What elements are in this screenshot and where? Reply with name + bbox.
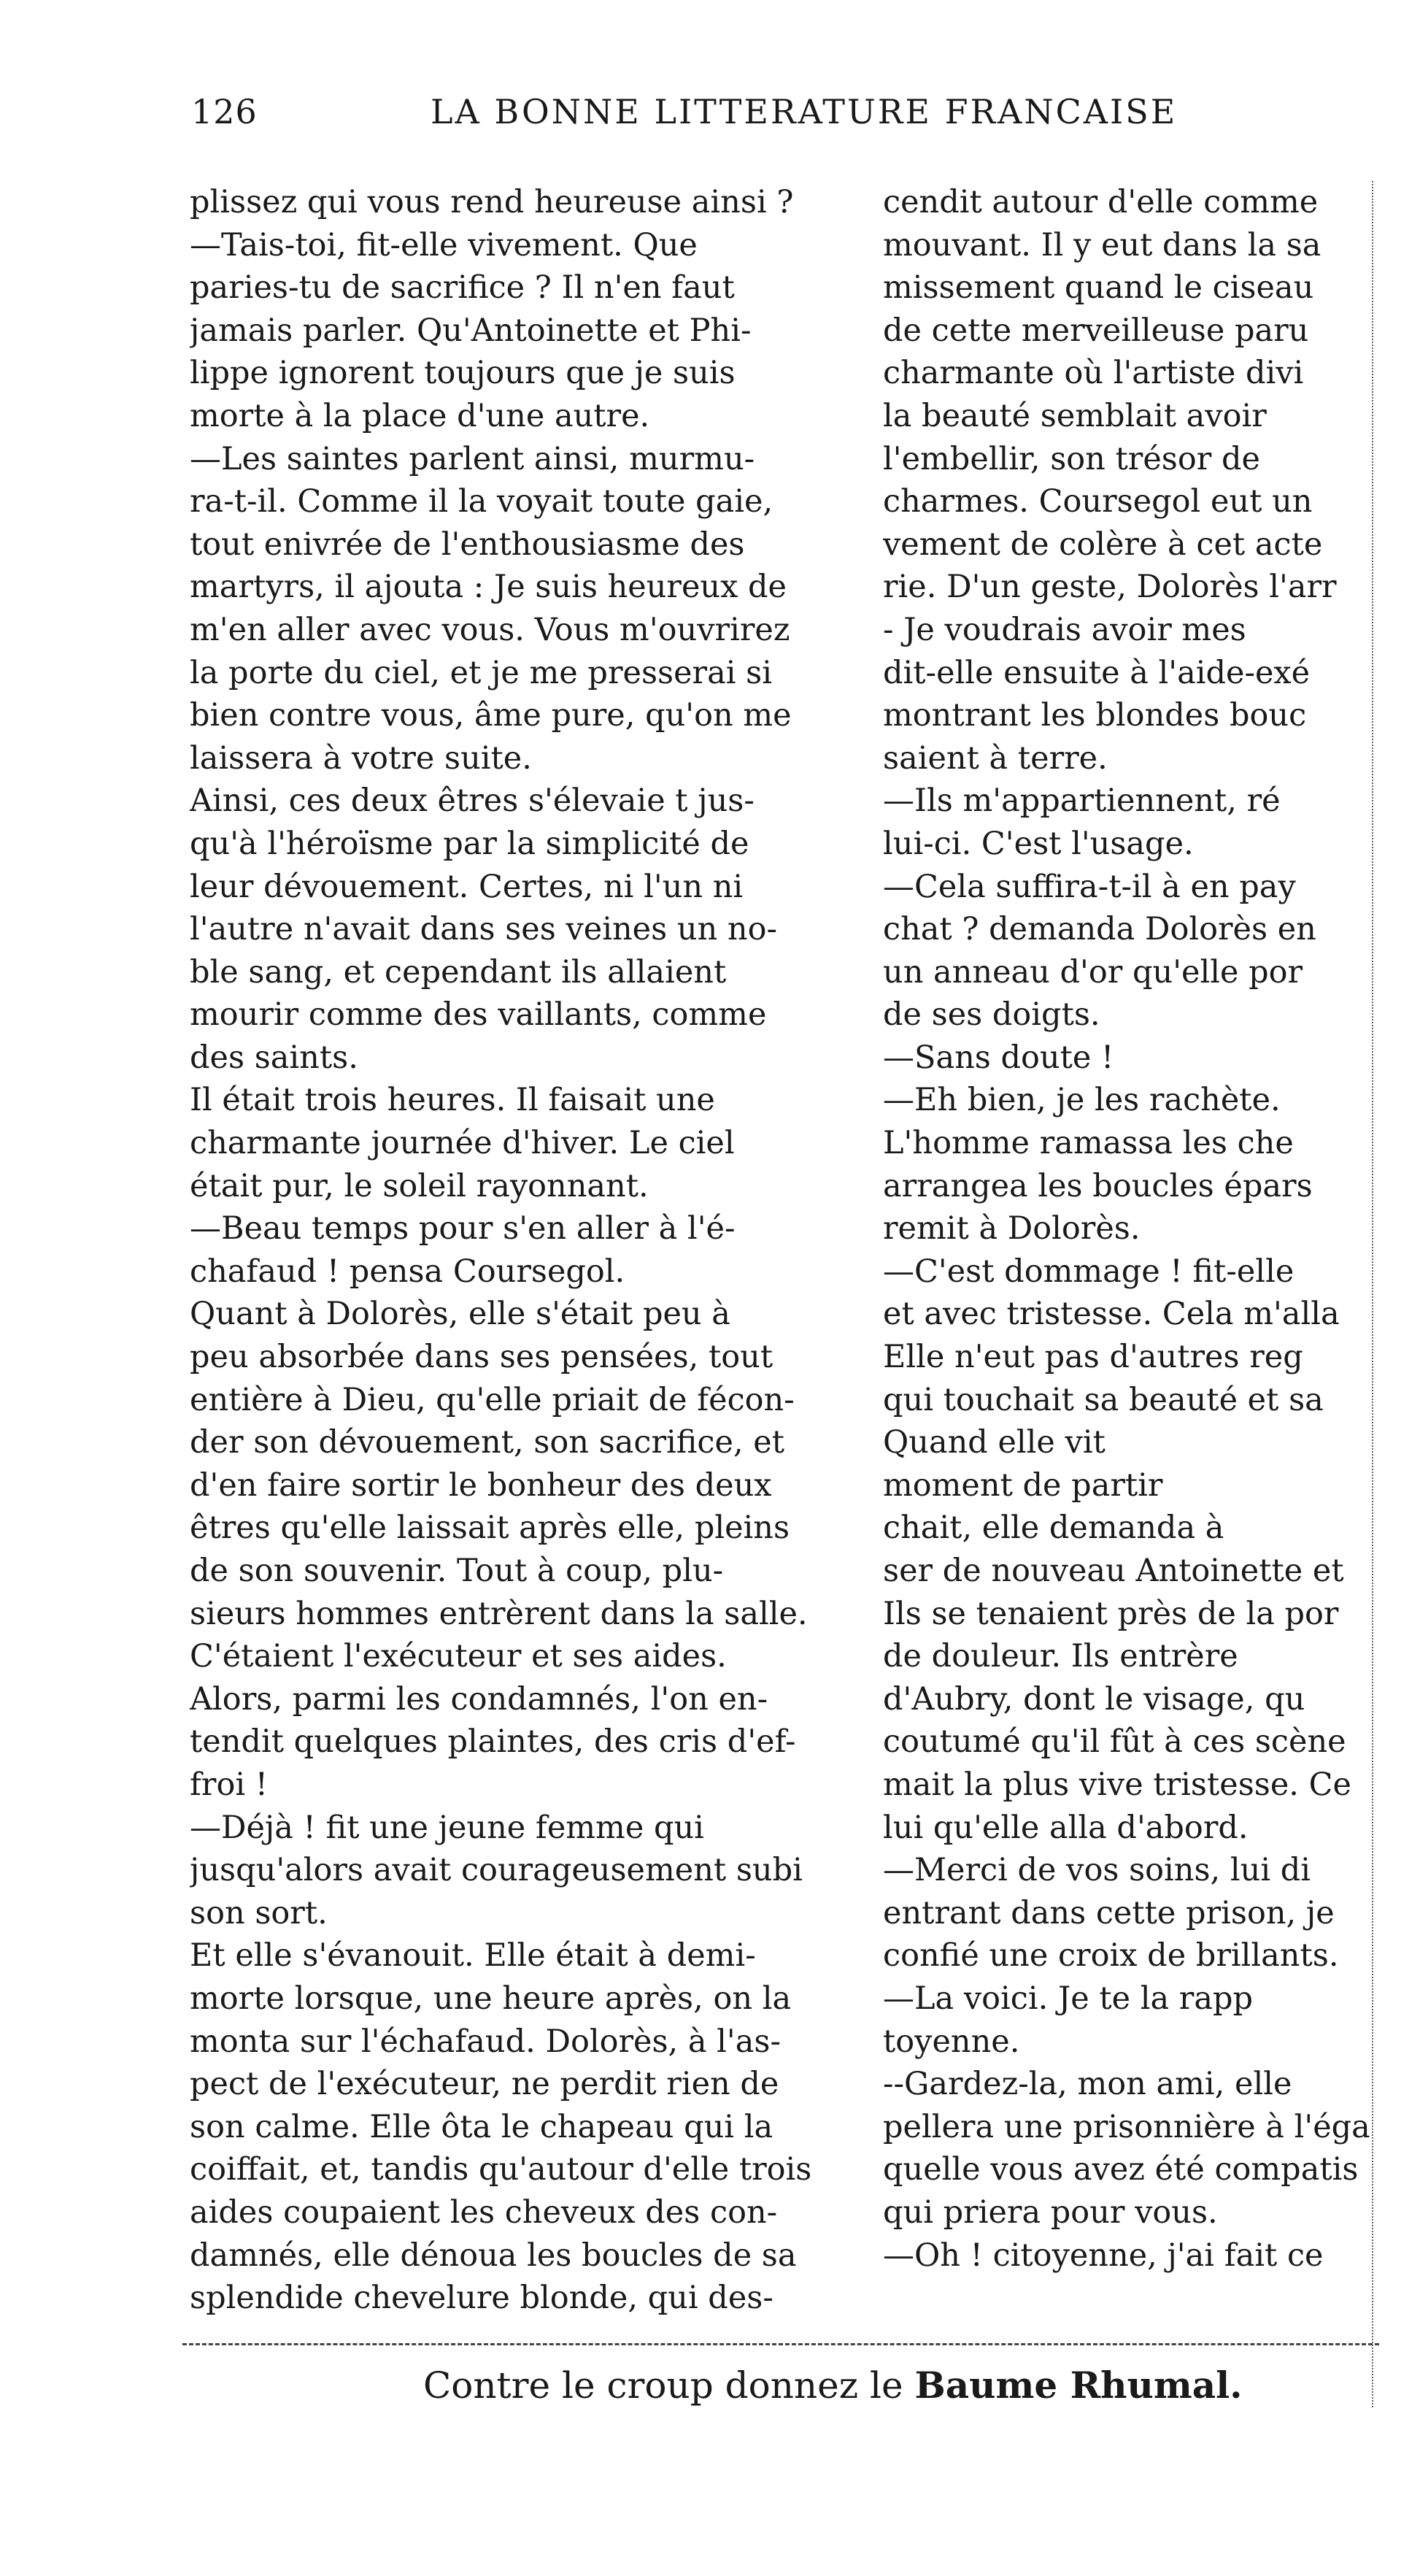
footer-advert xyxy=(423,2364,1243,2407)
text-line: montrant les blondes bouc xyxy=(883,697,1307,734)
text-line: mait la plus vive tristesse. Ce xyxy=(883,1766,1351,1803)
text-line: son calme. Elle ôta le chapeau qui la xyxy=(190,2108,773,2145)
text-line: Il était trois heures. Il faisait une xyxy=(190,1082,715,1119)
text-line: missement quand le ciseau xyxy=(883,269,1314,307)
text-line: ser de nouveau Antoinette et xyxy=(883,1553,1344,1589)
text-line: der son dévouement, son sacrifice, et xyxy=(190,1424,785,1461)
text-line: laissera à votre suite. xyxy=(190,739,532,777)
text-line: —Beau temps pour s'en aller à l'é- xyxy=(190,1210,736,1247)
binding-margin-noise xyxy=(1372,181,1402,2407)
text-line: tendit quelques plaintes, des cris d'ef- xyxy=(190,1723,796,1761)
text-line: son sort. xyxy=(190,1894,328,1931)
text-line: Ainsi, ces deux êtres s'élevaie t jus- xyxy=(190,783,755,820)
text-line: charmante journée d'hiver. Le ciel xyxy=(190,1125,735,1162)
text-line: morte à la place d'une autre. xyxy=(190,397,650,434)
text-line: —Déjà ! fit une jeune femme qui xyxy=(190,1809,704,1846)
text-line: arrangea les boucles épars xyxy=(883,1167,1313,1204)
text-line: confié une croix de brillants. xyxy=(883,1937,1339,1975)
page-number: 126 xyxy=(191,92,258,131)
text-line: la porte du ciel, et je me presserai si xyxy=(190,654,772,691)
running-title: LA BONNE LITTERATURE FRANCAISE xyxy=(431,92,1178,131)
text-line: splendide chevelure blonde, qui des- xyxy=(190,2280,773,2317)
text-line: damnés, elle dénoua les boucles de sa xyxy=(190,2237,797,2274)
text-line: qui touchait sa beauté et sa xyxy=(883,1381,1324,1418)
text-line: ra-t-il. Comme il la voyait toute gaie, xyxy=(190,483,773,520)
text-line: jamais parler. Qu'Antoinette et Phi- xyxy=(190,312,752,349)
text-line: Quand elle vit xyxy=(883,1424,1105,1461)
text-line: d'Aubry, dont le visage, qu xyxy=(883,1680,1305,1718)
text-line: morte lorsque, une heure après, on la xyxy=(190,1980,792,2017)
text-line: —Sans doute ! xyxy=(883,1039,1114,1076)
text-line: pect de l'exécuteur, ne perdit rien de xyxy=(190,2066,779,2103)
text-line: moment de partir xyxy=(883,1466,1163,1504)
text-line: lui-ci. C'est l'usage. xyxy=(883,825,1194,862)
text-line: L'homme ramassa les che xyxy=(883,1125,1294,1162)
text-line: de son souvenir. Tout à coup, plu- xyxy=(190,1553,724,1589)
text-line: jusqu'alors avait courageusement subi xyxy=(190,1852,803,1889)
text-line: cendit autour d'elle comme xyxy=(883,184,1319,220)
text-line: Et elle s'évanouit. Elle était à demi- xyxy=(190,1937,756,1975)
text-line: coutumé qu'il fût à ces scène xyxy=(883,1723,1346,1761)
text-line: lui qu'elle alla d'abord. xyxy=(883,1809,1249,1846)
text-line: chat ? demanda Dolorès en xyxy=(883,911,1316,948)
text-line: de cette merveilleuse paru xyxy=(883,312,1309,349)
text-line: C'étaient l'exécuteur et ses aides. xyxy=(190,1638,727,1675)
footer-rule xyxy=(182,2343,1379,2345)
right-column xyxy=(883,181,1372,2277)
text-line: êtres qu'elle laissait après elle, pleins xyxy=(190,1510,790,1547)
text-line: d'en faire sortir le bonheur des deux xyxy=(190,1466,772,1504)
text-line: qu'à l'héroïsme par la simplicité de xyxy=(190,825,749,862)
text-line: —Merci de vos soins, lui di xyxy=(883,1852,1311,1889)
text-line: saient à terre. xyxy=(883,739,1108,777)
text-line: mouvant. Il y eut dans la sa xyxy=(883,226,1321,264)
text-line: dit-elle ensuite à l'aide-exé xyxy=(883,654,1311,691)
text-line: et avec tristesse. Cela m'alla xyxy=(883,1296,1340,1333)
text-line: chait, elle demanda à xyxy=(883,1510,1224,1547)
text-line: lippe ignorent toujours que je suis xyxy=(190,355,736,392)
text-line: ble sang, et cependant ils allaient xyxy=(190,953,727,991)
text-line: m'en aller avec vous. Vous m'ouvrirez xyxy=(190,611,790,648)
text-line: Elle n'eut pas d'autres reg xyxy=(883,1339,1303,1376)
text-line: mourir comme des vaillants, comme xyxy=(190,996,767,1034)
text-line: —Oh ! citoyenne, j'ai fait ce xyxy=(883,2237,1324,2274)
footer-product: Baume Rhumal. xyxy=(914,2364,1243,2407)
text-line: - Je voudrais avoir mes xyxy=(883,611,1246,648)
text-line: était pur, le soleil rayonnant. xyxy=(190,1167,649,1204)
text-line: —Eh bien, je les rachète. xyxy=(883,1082,1281,1119)
text-line: —La voici. Je te la rapp xyxy=(883,1980,1254,2017)
text-line: de ses doigts. xyxy=(883,996,1100,1034)
text-line: charmes. Coursegol eut un xyxy=(883,483,1313,520)
text-line: entière à Dieu, qu'elle priait de fécon- xyxy=(190,1381,795,1418)
text-line: chafaud ! pensa Coursegol. xyxy=(190,1253,625,1290)
text-line: pellera une prisonnière à l'éga xyxy=(883,2108,1370,2145)
text-line: —Ils m'appartiennent, ré xyxy=(883,783,1281,820)
text-line: de douleur. Ils entrère xyxy=(883,1638,1238,1675)
text-line: peu absorbée dans ses pensées, tout xyxy=(190,1339,773,1376)
text-line: charmante où l'artiste divi xyxy=(883,355,1304,392)
text-line: —Les saintes parlent ainsi, murmu- xyxy=(190,440,755,477)
text-line: sieurs hommes entrèrent dans la salle. xyxy=(190,1595,808,1632)
text-line: un anneau d'or qu'elle por xyxy=(883,953,1303,991)
left-column xyxy=(190,181,836,2320)
text-line: froi ! xyxy=(190,1766,269,1803)
text-line: —Tais-toi, fit-elle vivement. Que xyxy=(190,226,698,264)
text-line: Quant à Dolorès, elle s'était peu à xyxy=(190,1296,730,1333)
text-line: —Cela suffira-t-il à en pay xyxy=(883,868,1296,905)
text-line: coiffait, et, tandis qu'autour d'elle trois xyxy=(190,2151,812,2188)
text-line: entrant dans cette prison, je xyxy=(883,1894,1335,1931)
text-line: la beauté semblait avoir xyxy=(883,397,1267,434)
footer-prefix: Contre le croup donnez le xyxy=(423,2364,903,2407)
text-line: quelle vous avez été compatis xyxy=(883,2151,1359,2188)
text-line: l'embellir, son trésor de xyxy=(883,440,1260,477)
text-line: monta sur l'échafaud. Dolorès, à l'as- xyxy=(190,2023,781,2060)
text-line: --Gardez-la, mon ami, elle xyxy=(883,2066,1292,2103)
text-line: tout enivrée de l'enthousiasme des xyxy=(190,526,745,563)
text-line: l'autre n'avait dans ses veines un no- xyxy=(190,911,778,948)
text-line: des saints. xyxy=(190,1039,358,1076)
text-line: leur dévouement. Certes, ni l'un ni xyxy=(190,868,744,905)
text-line: qui priera pour vous. xyxy=(883,2194,1218,2231)
text-line: remit à Dolorès. xyxy=(883,1210,1141,1247)
text-line: paries-tu de sacrifice ? Il n'en faut xyxy=(190,269,735,307)
text-line: —C'est dommage ! fit-elle xyxy=(883,1253,1294,1290)
text-line: toyenne. xyxy=(883,2023,1020,2060)
text-line: vement de colère à cet acte xyxy=(883,526,1323,563)
text-line: Ils se tenaient près de la por xyxy=(883,1595,1339,1632)
text-line: aides coupaient les cheveux des con- xyxy=(190,2194,778,2231)
text-line: plissez qui vous rend heureuse ainsi ? xyxy=(190,184,794,220)
text-line: martyrs, il ajouta : Je suis heureux de xyxy=(190,569,787,606)
text-line: bien contre vous, âme pure, qu'on me xyxy=(190,697,792,734)
text-line: Alors, parmi les condamnés, l'on en- xyxy=(190,1680,768,1718)
text-line: rie. D'un geste, Dolorès l'arr xyxy=(883,569,1337,606)
